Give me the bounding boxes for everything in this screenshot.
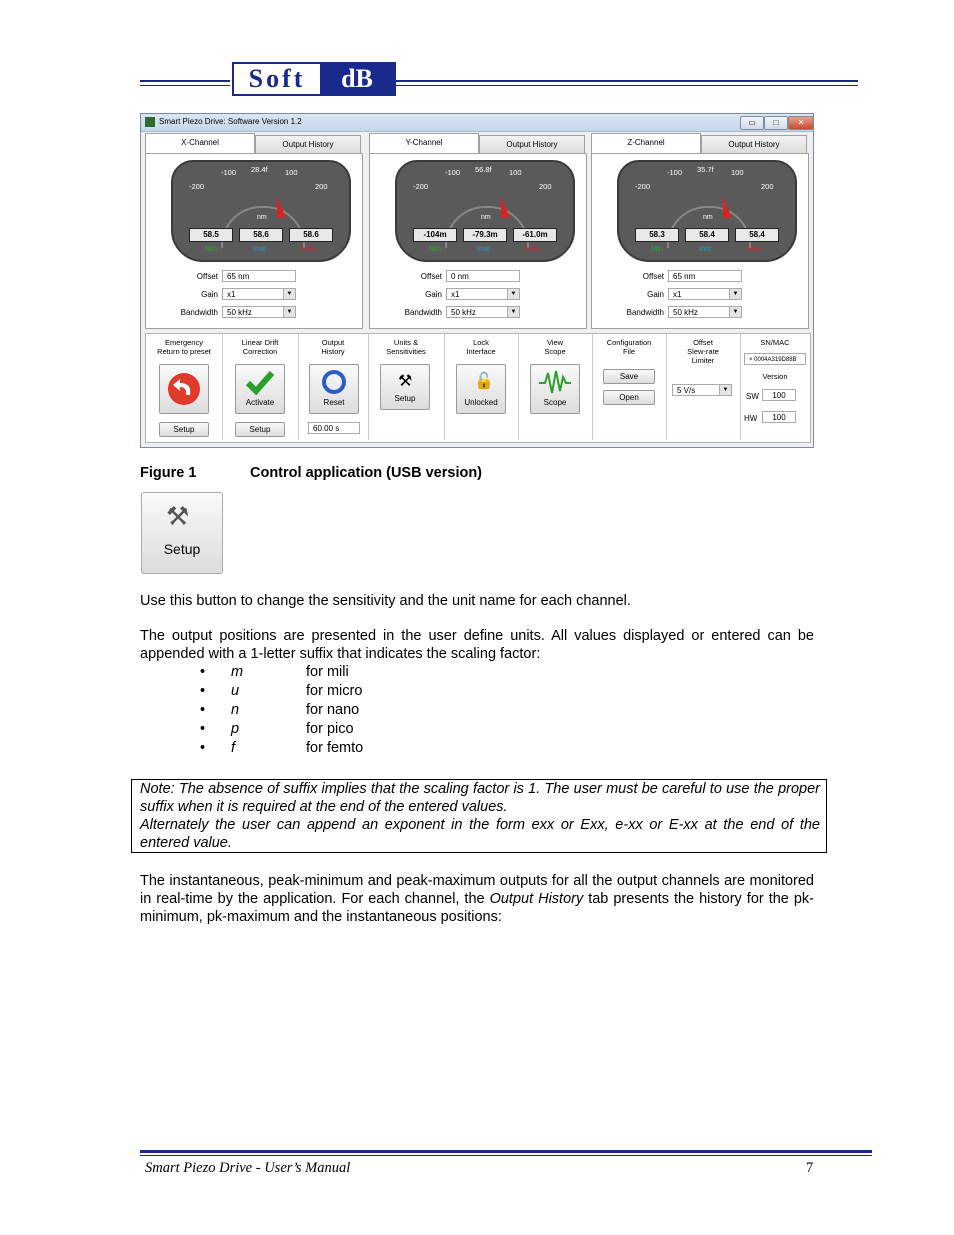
slew-rate-select[interactable] bbox=[672, 384, 732, 396]
gain-label: Gain bbox=[647, 290, 664, 299]
suffix-letter: u bbox=[231, 683, 240, 699]
app-icon bbox=[145, 117, 155, 127]
offset-label: Offset bbox=[196, 272, 218, 281]
tick-label: 100 bbox=[731, 168, 744, 177]
emergency-return-button[interactable] bbox=[159, 364, 209, 414]
chevron-down-icon[interactable]: ▼ bbox=[719, 385, 731, 395]
sn-section bbox=[740, 334, 810, 440]
max-readout: 58.6 bbox=[289, 228, 333, 242]
suffix-letter: f bbox=[231, 740, 236, 756]
paragraph-history bbox=[140, 872, 814, 926]
header-rule-left-thin bbox=[140, 85, 230, 86]
channel-panel-z bbox=[591, 133, 809, 329]
max-readout: -61.0m bbox=[513, 228, 557, 242]
minimize-button[interactable]: ▭ bbox=[740, 116, 764, 130]
control-strip bbox=[145, 333, 811, 443]
footer-title: Smart Piezo Drive - User’s Manual bbox=[145, 1160, 351, 1176]
channel-body-x bbox=[145, 153, 363, 329]
gain-value: x1 bbox=[673, 290, 682, 299]
suffix-description: for nano bbox=[306, 702, 360, 718]
tick-label: 200 bbox=[315, 182, 328, 191]
activate-button[interactable] bbox=[235, 364, 285, 414]
offset-label: Offset bbox=[420, 272, 442, 281]
max-readout: 58.4 bbox=[735, 228, 779, 242]
list-item: • n for nano bbox=[200, 702, 360, 718]
tick-label: 200 bbox=[761, 182, 774, 191]
checkmark-icon bbox=[236, 365, 284, 399]
channel-panel-y bbox=[369, 133, 587, 329]
hw-label: HW bbox=[744, 414, 758, 423]
list-item: • m for mili bbox=[200, 664, 349, 680]
note-text-1: Note: The absence of suffix implies that the scaling factor is 1. The user must be careful to use the proper suffix when it is required at the end of the entered values. bbox=[140, 781, 820, 815]
tab-output-history-y[interactable]: Output History bbox=[479, 135, 585, 154]
suffix-description: for pico bbox=[306, 721, 354, 737]
tab-z-channel[interactable]: Z-Channel bbox=[591, 133, 701, 154]
reset-icon bbox=[310, 365, 358, 399]
note-text-2: Alternately the user can append an exponent in the form exx or Exx, e-xx or E-xx at the end of the entered value. bbox=[140, 817, 820, 851]
history-text-b: tab presents the history for the pk-minimum, pk-maximum and the instantaneous positions: bbox=[140, 891, 814, 925]
tick-label: -200 bbox=[189, 182, 205, 191]
figure-number: Figure 1 bbox=[140, 465, 197, 481]
offset-field[interactable]: 65 nm bbox=[222, 270, 296, 282]
gain-value: x1 bbox=[227, 290, 236, 299]
offset-field[interactable]: 0 nm bbox=[446, 270, 520, 282]
note-box bbox=[131, 779, 827, 853]
channel-panel-x bbox=[145, 133, 363, 329]
min-label: Min bbox=[429, 244, 442, 253]
chevron-down-icon[interactable]: ▼ bbox=[283, 307, 295, 317]
needle-value: 28.4f bbox=[251, 165, 268, 174]
units-setup-button[interactable] bbox=[380, 364, 430, 410]
footer-rule-thin bbox=[140, 1155, 872, 1156]
bandwidth-value: 50 kHz bbox=[227, 308, 252, 317]
close-button[interactable]: ✕ bbox=[788, 116, 814, 130]
emergency-section bbox=[146, 334, 223, 440]
history-text-a: The instantaneous, peak-minimum and peak-maximum outputs for all the output channels are monitored in real-time by the application. For each channel, the bbox=[140, 873, 814, 907]
gain-value: x1 bbox=[451, 290, 460, 299]
tab-x-channel[interactable]: X-Channel bbox=[145, 133, 255, 154]
chevron-down-icon[interactable]: ▼ bbox=[507, 307, 519, 317]
gain-select[interactable] bbox=[668, 288, 742, 300]
drift-section bbox=[222, 334, 299, 440]
gauge-z bbox=[617, 160, 797, 262]
header-rule-left bbox=[140, 80, 230, 82]
drift-heading: Linear Drift Correction bbox=[241, 338, 279, 356]
softdb-logo bbox=[232, 62, 396, 96]
min-label: Min bbox=[651, 244, 664, 253]
maximize-button[interactable]: □ bbox=[764, 116, 788, 130]
sn-heading: SN/MAC bbox=[760, 338, 790, 347]
gain-label: Gain bbox=[201, 290, 218, 299]
tab-output-history-z[interactable]: Output History bbox=[701, 135, 807, 154]
lock-section bbox=[444, 334, 519, 440]
list-item: • f for femto bbox=[200, 740, 364, 756]
chevron-down-icon[interactable]: ▼ bbox=[729, 307, 741, 317]
min-readout: 58.5 bbox=[189, 228, 233, 242]
tick-label: -200 bbox=[635, 182, 651, 191]
max-label: Max bbox=[747, 244, 762, 253]
bandwidth-label: Bandwidth bbox=[180, 308, 218, 317]
hw-version: 100 bbox=[762, 411, 796, 423]
max-label: Max bbox=[525, 244, 540, 253]
emergency-heading: Emergency Return to preset bbox=[157, 338, 211, 356]
units-heading: Units & Sensitivities bbox=[386, 338, 426, 356]
sw-label: SW bbox=[746, 392, 759, 401]
tools-icon: ⚒ bbox=[398, 373, 413, 390]
inst-readout: 58.6 bbox=[239, 228, 283, 242]
history-heading: Output History bbox=[321, 338, 345, 356]
suffix-letter: p bbox=[231, 721, 240, 737]
tools-icon: ⚒ bbox=[166, 501, 190, 531]
needle-value: 56.8f bbox=[475, 165, 492, 174]
bandwidth-value: 50 kHz bbox=[673, 308, 698, 317]
reset-history-button[interactable] bbox=[309, 364, 359, 414]
waveform-icon bbox=[531, 365, 579, 399]
paragraph-setup: Use this button to change the sensitivity and the unit name for each channel. bbox=[140, 593, 631, 609]
bandwidth-select[interactable] bbox=[222, 306, 296, 318]
suffix-description: for mili bbox=[306, 664, 349, 680]
tab-y-channel[interactable]: Y-Channel bbox=[369, 133, 479, 154]
list-item: • u for micro bbox=[200, 683, 363, 699]
return-arrow-icon bbox=[160, 365, 208, 413]
version-heading: Version bbox=[762, 372, 788, 381]
gain-label: Gain bbox=[425, 290, 442, 299]
gauge-unit: nm bbox=[703, 214, 713, 221]
inst-label: Inst bbox=[253, 244, 266, 253]
channel-body-z bbox=[591, 153, 809, 329]
setup-button-large bbox=[141, 492, 223, 574]
padlock-icon: 🔓 bbox=[474, 373, 494, 390]
suffix-description: for femto bbox=[306, 740, 364, 756]
config-heading: Configuration File bbox=[606, 338, 652, 356]
slew-rate-value: 5 V/s bbox=[677, 386, 696, 395]
window-title: Smart Piezo Drive: Software Version 1.2 bbox=[159, 117, 302, 126]
gauge-unit: nm bbox=[257, 214, 267, 221]
tick-label: 200 bbox=[539, 182, 552, 191]
header-rule-right bbox=[396, 80, 858, 82]
emergency-setup-button[interactable]: Setup bbox=[159, 422, 209, 437]
bandwidth-label: Bandwidth bbox=[626, 308, 664, 317]
scope-section bbox=[518, 334, 593, 440]
tick-label: -200 bbox=[413, 182, 429, 191]
save-config-button[interactable]: Save bbox=[603, 369, 655, 384]
paragraph-units: The output positions are presented in the user define units. All values displayed or entered can be appended with a 1-letter suffix that indicates the scaling factor: bbox=[140, 628, 814, 662]
suffix-description: for micro bbox=[306, 683, 363, 699]
reset-label: Reset bbox=[323, 398, 345, 407]
tick-label: -100 bbox=[445, 168, 461, 177]
scope-label: Scope bbox=[543, 398, 567, 407]
bandwidth-select[interactable] bbox=[446, 306, 520, 318]
page-number: 7 bbox=[806, 1160, 814, 1176]
suffix-letter: m bbox=[231, 664, 244, 680]
inst-label: Inst bbox=[477, 244, 490, 253]
suffix-letter: n bbox=[231, 702, 240, 718]
slew-heading: Offset Slew-rate Limiter bbox=[687, 338, 719, 365]
setup-button-large-label: Setup bbox=[163, 541, 201, 557]
needle-value: 35.7f bbox=[697, 165, 714, 174]
max-label: Max bbox=[301, 244, 316, 253]
footer-rule bbox=[140, 1150, 872, 1153]
history-text-emphasis: Output History bbox=[489, 891, 584, 907]
app-window bbox=[140, 113, 814, 448]
scope-heading: View Scope bbox=[544, 338, 566, 356]
history-section bbox=[298, 334, 369, 440]
list-item: • p for pico bbox=[200, 721, 354, 737]
history-duration-field[interactable]: 60.00 s bbox=[308, 422, 360, 434]
units-section bbox=[368, 334, 445, 440]
logo-db: dB bbox=[320, 64, 394, 94]
unlock-button[interactable] bbox=[456, 364, 506, 414]
tick-label: 100 bbox=[509, 168, 522, 177]
tick-label: -100 bbox=[221, 168, 237, 177]
chevron-down-icon[interactable]: ▼ bbox=[507, 289, 519, 299]
logo-soft: Soft bbox=[234, 64, 320, 94]
scope-button[interactable] bbox=[530, 364, 580, 414]
gauge-y bbox=[395, 160, 575, 262]
gain-select[interactable] bbox=[222, 288, 296, 300]
lock-heading: Lock Interface bbox=[466, 338, 496, 356]
offset-label: Offset bbox=[642, 272, 664, 281]
config-section bbox=[592, 334, 667, 440]
suffix-list bbox=[200, 663, 500, 758]
gauge-x bbox=[171, 160, 351, 262]
units-setup-label: Setup bbox=[394, 394, 416, 403]
offset-field[interactable]: 65 nm bbox=[668, 270, 742, 282]
bandwidth-label: Bandwidth bbox=[404, 308, 442, 317]
inst-label: Inst bbox=[699, 244, 712, 253]
chevron-down-icon[interactable]: ▼ bbox=[283, 289, 295, 299]
sn-field: × 0004A319D88B bbox=[744, 353, 806, 365]
channel-body-y bbox=[369, 153, 587, 329]
min-readout: 58.3 bbox=[635, 228, 679, 242]
sw-version: 100 bbox=[762, 389, 796, 401]
gain-select[interactable] bbox=[446, 288, 520, 300]
title-bar bbox=[141, 114, 813, 132]
chevron-down-icon[interactable]: ▼ bbox=[729, 289, 741, 299]
bandwidth-select[interactable] bbox=[668, 306, 742, 318]
min-label: Min bbox=[205, 244, 218, 253]
gauge-unit: nm bbox=[481, 214, 491, 221]
tick-label: 100 bbox=[285, 168, 298, 177]
open-config-button[interactable]: Open bbox=[603, 390, 655, 405]
figure-caption: Control application (USB version) bbox=[250, 465, 483, 481]
drift-setup-button[interactable]: Setup bbox=[235, 422, 285, 437]
inst-readout: 58.4 bbox=[685, 228, 729, 242]
bandwidth-value: 50 kHz bbox=[451, 308, 476, 317]
tab-output-history-x[interactable]: Output History bbox=[255, 135, 361, 154]
tick-label: -100 bbox=[667, 168, 683, 177]
unlocked-label: Unlocked bbox=[464, 398, 498, 407]
inst-readout: -79.3m bbox=[463, 228, 507, 242]
slew-section bbox=[666, 334, 741, 440]
header-rule-right-thin bbox=[396, 85, 858, 86]
activate-label: Activate bbox=[245, 398, 275, 407]
min-readout: -104m bbox=[413, 228, 457, 242]
